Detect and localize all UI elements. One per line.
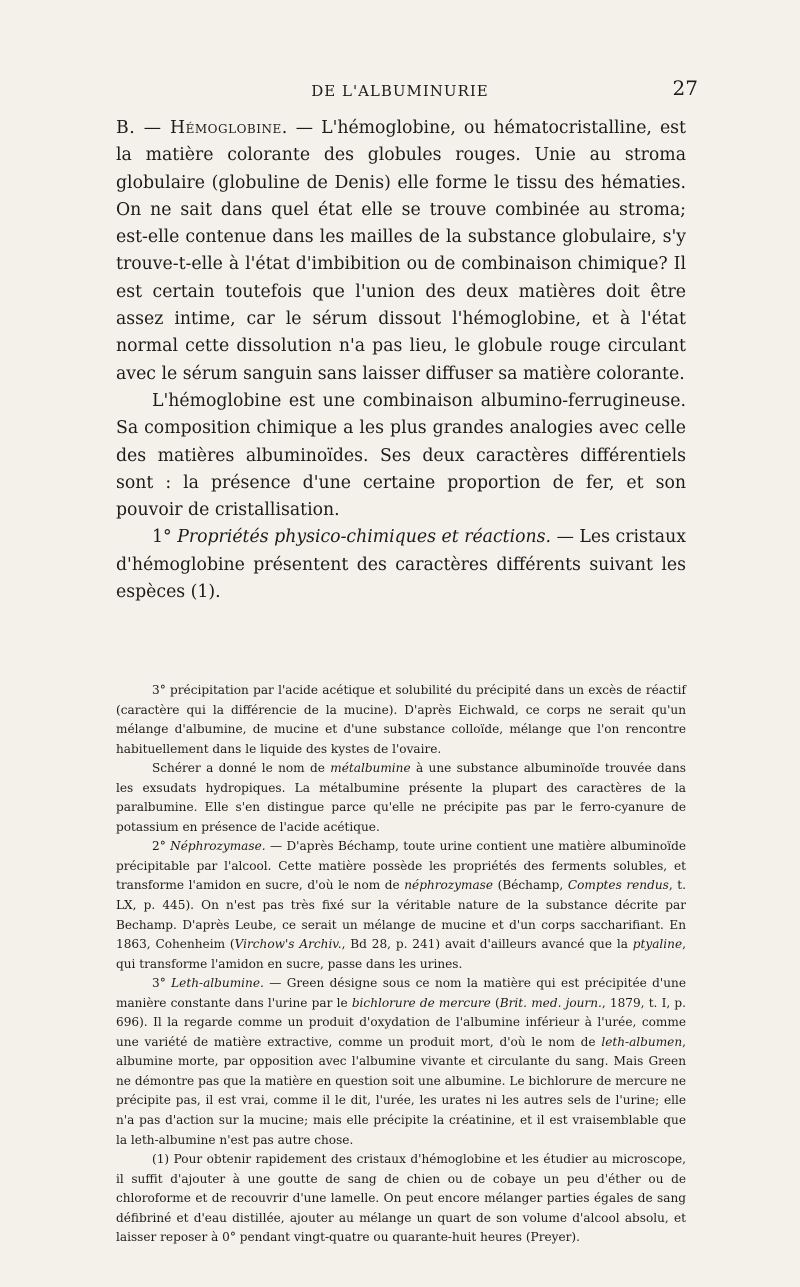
note-text: (	[495, 995, 500, 1010]
section-label: B. — Hémoglobine.	[116, 118, 288, 138]
note-text: , 1879, t. I, p. 696). Il la regarde comme un produit d'oxydation de l'albumine inférieur à l'urée, comme une variété de matière extractive, comme un produit mort, d'où le nom de	[116, 995, 686, 1049]
note-text: — Green désigne sous ce nom la matière qui est précipitée d'une manière constante dans l'urine par le	[116, 976, 686, 1010]
note-term: Néphrozymase.	[170, 839, 266, 854]
subsection-number: 1°	[152, 527, 172, 548]
note-metalbumine	[116, 759, 686, 837]
note-nephrozymase	[116, 837, 686, 974]
note-text: Schérer a donné le nom de	[152, 761, 325, 776]
note-reference: Brit. med. journ.	[499, 995, 602, 1010]
note-text: , t. LX, p. 445). On n'est pas très fixé sur la véritable nature de la substance décrite par Bechamp. D'après Leube, ce serait un mélange de mucine et d'un corps saccharifiant. En 1863, Cohenheim (	[116, 878, 686, 952]
note-acide-acetique: 3° précipitation par l'acide acétique et solubilité du précipité dans un excès de réactif (caractère qui la différencie de la mucine). D'après Eichwald, ce corps ne serait qu'un mélange d'albumine, de mucine et d'une substance colloïde, mélange que l'on rencontre habituellement dans le liquide des kystes de l'ovaire.	[116, 683, 686, 756]
note-term: leth-albumen	[601, 1034, 683, 1049]
note-term: métalbumine	[330, 761, 411, 776]
note-term: bichlorure de mercure	[351, 995, 491, 1010]
main-text	[116, 115, 686, 606]
page-number: 27	[672, 76, 698, 100]
note-text: (Béchamp,	[497, 878, 564, 893]
note-number: 2°	[152, 839, 166, 854]
paragraph-text: — Les cristaux d'hémoglobine présentent des caractères différents suivant les espèces (1).	[116, 527, 686, 603]
note-term: ptyaline	[632, 937, 683, 952]
paragraph-text: — L'hémoglobine, ou hématocristalline, est la matière colorante des globules rouges. Unie au stroma globulaire (globuline de Denis) elle forme le tissu des hématies. On ne sait dans quel état elle se trouve combinée au stroma; est-elle contenue dans les mailles de la substance globulaire, s'y trouve-t-elle à l'état d'imbibition ou de combinaison chimique? Il est certain toutefois que l'union des deux matières doit être assez intime, car le sérum dissout l'hémoglobine, et à l'état normal cette dissolution n'a pas lieu, le globule rouge circulant avec le sérum sanguin sans laisser diffuser sa matière colorante.	[116, 118, 686, 384]
paragraph-hemoglobine	[116, 115, 686, 388]
paragraph-composition: L'hémoglobine est une combinaison albumino-ferrugineuse. Sa composition chimique a les plus grandes analogies avec celle des matières albuminoïdes. Ses deux caractères différentiels sont : la présence d'une certaine proportion de fer, et son pouvoir de cristallisation.	[116, 390, 686, 521]
note-text: — D'après Béchamp, toute urine contient une matière albuminoïde précipitable par l'alcool. Cette matière possède les propriétés des ferments solubles, et transforme l'amidon en sucre, d'où le nom de	[116, 839, 686, 893]
footnotes	[116, 681, 686, 1248]
running-title: DE L'ALBUMINURIE	[311, 82, 489, 100]
paragraph-proprietes	[116, 524, 686, 606]
note-leth-albumine	[116, 974, 686, 1150]
note-text: , qui transforme l'amidon en sucre, passe dans les urines.	[116, 937, 686, 971]
note-reference: Virchow's Archiv.	[234, 937, 342, 952]
note-term: néphrozymase	[404, 878, 494, 893]
note-reference: Comptes rendus	[567, 878, 669, 893]
page-header	[0, 76, 800, 106]
note-text: à une substance albuminoïde trouvée dans les exsudats hydropiques. La métalbumine présente la plupart des caractères de la paralbumine. Elle s'en distingue parce qu'elle ne précipite pas par le ferro-cyanure de potassium en présence de l'acide acétique.	[116, 761, 686, 834]
note-text: , Bd 28, p. 241) avait d'ailleurs avancé que la	[341, 937, 628, 952]
note-preparation-cristaux: (1) Pour obtenir rapidement des cristaux d'hémoglobine et les étudier au microscope, il suffit d'ajouter à une goutte de sang de chien ou de cobaye un peu d'éther ou de chloroforme et de recouvrir d'une lamelle. On peut encore mélanger parties égales de sang défibriné et d'eau distillée, ajouter au mélange un quart de son volume d'alcool absolu, et laisser reposer à 0° pendant vingt-quatre ou quarante-huit heures (Preyer).	[116, 1152, 686, 1245]
note-term: Leth-albumine.	[171, 976, 264, 991]
note-number: 3°	[152, 976, 166, 991]
note-text: , albumine morte, par opposition avec l'albumine vivante et circulante du sang. Mais Green ne démontre pas que la matière en question soit une albumine. Le bichlorure de mercure ne précipite pas, il est vrai, comme il le dit, l'urée, les urates ni les autres sels de l'urine; elle n'a pas d'action sur la mucine; mais elle précipite la créatinine, et il est vraisemblable que la leth-albumine n'est pas autre chose.	[116, 1034, 686, 1147]
subsection-title: Propriétés physico-chimiques et réactions.	[177, 527, 552, 548]
